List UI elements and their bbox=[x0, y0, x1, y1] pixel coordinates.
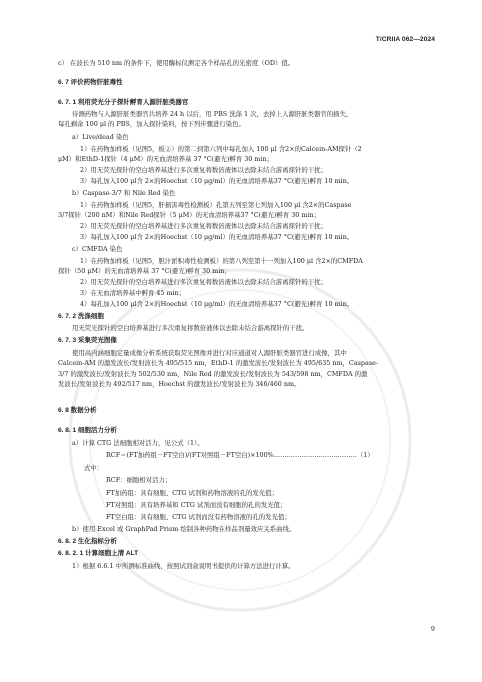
text-line: 探针（50 μM）的无血清培养基 37 °C(避光)孵育 30 min； bbox=[58, 267, 231, 275]
text-line: 3）每孔加入100 μl含 2×的Hoechst（10 μg/ml）的无血清培养基37 °C(避光)孵育 10 min。 bbox=[80, 177, 354, 185]
text-line: 2）用无荧光探针的空白培养基进行多次重复将数倍液体以去除未结合游离探针的干扰； bbox=[80, 166, 327, 174]
text-line: 使用高内涵细胞定量成像分析系统获取荧光图像并进行对应通道对人源肝脏类器官进行成像，其中 bbox=[72, 349, 347, 357]
text-line: FT空白组：具有细胞、CTG 试剂而没有药物溶液的孔的发光值； bbox=[106, 513, 291, 521]
text-line: c）CMFDA 染色 bbox=[72, 245, 123, 253]
doc-id-header: T/CRIIA 062—2024 bbox=[375, 36, 435, 43]
text-line: μM）和EthD-1探针（4 μM）的无血清培养基 37 °C(避光)孵育 30 min； bbox=[58, 155, 274, 163]
text-line: 4）每孔加入100 μl含 2×的Hoechst（10 μg/ml）的无血清培养基37 °C(避光)孵育 10 min。 bbox=[80, 300, 354, 308]
text-line: Calcein-AM 的激发波长/发射波长为 495/515 nm，EthD-1 的激发波长/发射波长为 495/635 nm，Caspase- bbox=[58, 359, 379, 367]
page-number: 9 bbox=[430, 625, 435, 633]
text-line: b）使用 Excel 或 GraphPad Prism 绘制各种药物在样品剂量效应关系曲线。 bbox=[72, 525, 296, 533]
section-heading: 6. 8 数据分析 bbox=[58, 407, 97, 414]
section-heading: 6. 7. 2 洗涤细胞 bbox=[58, 313, 104, 320]
text-line: c） 在波长为 510 nm 的条件下，使用酶标仪测定各个样品孔的光密度（OD）值。 bbox=[58, 59, 295, 67]
section-heading: 6. 7. 1 利用荧光分子探针孵育人源肝脏类器官 bbox=[58, 99, 189, 106]
section-heading: 6. 7 评价药物肝脏毒性 bbox=[58, 79, 123, 86]
text-line: RCF＝(FT加药组－FT空白)/(FT对照组－FT空白)×100%…………………………………（1） bbox=[106, 451, 374, 459]
text-line: 式中： bbox=[84, 464, 104, 472]
text-line: RCF：细胞相对活力； bbox=[106, 476, 172, 484]
text-line: 待测药物与人源肝脏类器官共培养 24 h 以后，用 PBS 洗涤 1 次，去掉上人源肝脏类器官的损失， bbox=[72, 110, 353, 118]
text-line: 1）在药物加样板（见图5，肝损害毒性检测板）孔第五列至第七列加入100 μl 含2×的Caspase bbox=[80, 201, 352, 209]
section-heading: 6. 7. 3 采集荧光图像 bbox=[58, 337, 117, 344]
text-line: FT加药组：具有细胞、CTG 试剂和药物溶液的孔的发光值； bbox=[106, 489, 278, 497]
text-line: a）计算 CTG 法细胞相对活力，见公式（1）。 bbox=[72, 439, 204, 447]
text-line: 3）在无血清培养基中孵育 45 min； bbox=[80, 289, 186, 297]
text-line: 用无荧光探针的空白培养基进行多次重复将数倍液体以去除未结合游离探针的干扰。 bbox=[72, 324, 309, 332]
section-heading: 6. 8. 2. 1 计算细胞上清 ALT bbox=[58, 550, 139, 557]
text-line: 发波长/发射波长为 492/517 nm，Hoechst 的激发波长/发射波长为 346/460 nm。 bbox=[58, 380, 301, 388]
text-line: b）Caspase-3/7 和 Nile Red 染色 bbox=[72, 189, 176, 197]
section-heading: 6. 8. 1 细胞活力分析 bbox=[58, 427, 117, 434]
text-line: 每孔剩余 100 μl 的 PBS，加入探针染料，按下列步骤进行染色。 bbox=[58, 120, 245, 128]
text-line: FT对照组：具有培养基和 CTG 试剂而没有细胞的孔的发光值； bbox=[106, 501, 287, 509]
text-line: 3）每孔加入100 μl含 2×的Hoechst（10 μg/ml）的无血清培养基37 °C(避光)孵育 10 min。 bbox=[80, 233, 354, 241]
text-line: 2）用无荧光探针的空白培养基进行多次重复将数倍液体以去除未结合游离探针的干扰； bbox=[80, 278, 327, 286]
text-line: 2）用无荧光探针的空白培养基进行多次重复将数倍液体以去除未结合游离探针的干扰； bbox=[80, 222, 327, 230]
section-heading: 6. 8. 2 生化指标分析 bbox=[58, 538, 117, 545]
text-line: 1）在药物加样板（见图5，板②）的第二到第六列中每孔加入 100 μl 含2×的Calcein-AM探针（2 bbox=[80, 145, 362, 153]
text-line: 3/7探针（200 nM）和Nile Red探针（5 μM）的无血清培养基37 °C(避光)孵育 30 min； bbox=[58, 211, 320, 219]
text-line: 3/7 的激发波长/发射波长为 502/530 nm，Nile Red 的激发波长/发射波长为 543/598 nm，CMFDA 的激 bbox=[58, 370, 368, 378]
text-line: a）Live/dead 染色 bbox=[72, 133, 129, 141]
text-line: 1）在药物加样板（见图5，胆汁淤积毒性检测板）的第八列至第十一列加入100 μl 含2×的CMFDA bbox=[80, 257, 363, 265]
text-line: 1）根据 6.6.1 中所测标准曲线，按照试剂盒说明书提供的计算方法进行计算。 bbox=[72, 562, 295, 570]
